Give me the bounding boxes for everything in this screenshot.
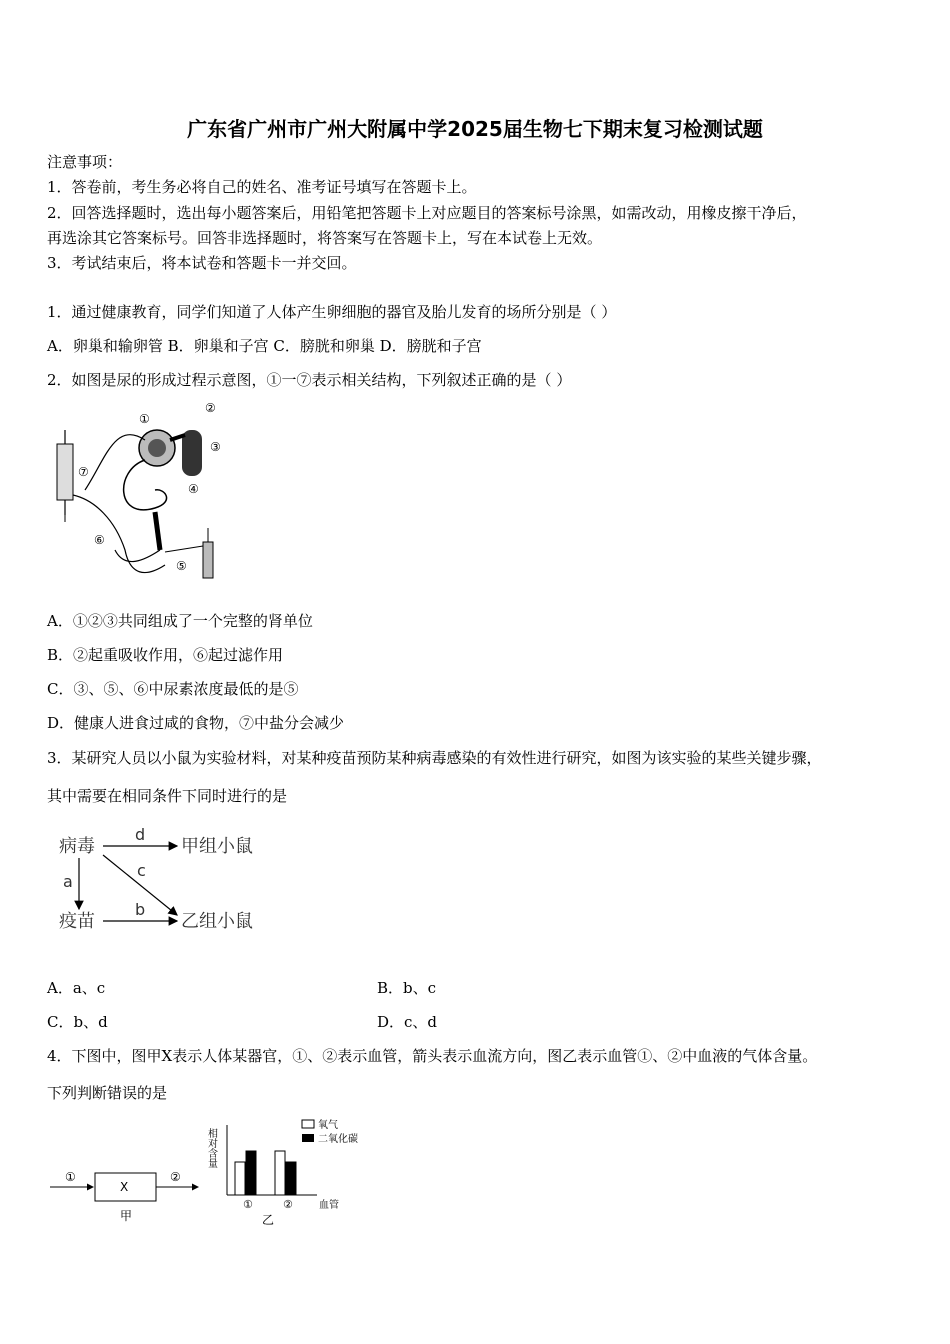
- fig-yi-caption: 乙: [262, 1213, 275, 1227]
- notice-item-2a: 2．回答选择题时，选出每小题答案后，用铅笔把答题卡上对应题目的答案标号涂黑，如需改动，用橡皮擦干净后，: [47, 204, 807, 222]
- legend-co2-swatch: [302, 1134, 314, 1142]
- label-6: ⑥: [94, 533, 105, 547]
- q3-stem-2: 其中需要在相同条件下同时进行的是: [47, 787, 288, 805]
- vessel-1-label: ①: [65, 1170, 76, 1184]
- q2-option-a: A．①②③共同组成了一个完整的肾单位: [47, 612, 313, 630]
- tube-5: [203, 542, 213, 578]
- chart-xlabel: 血管: [319, 1200, 339, 1211]
- virus-label: 病毒: [59, 836, 95, 857]
- arrow-d-label: d: [135, 825, 146, 844]
- q3-option-d: D．c、d: [377, 1013, 438, 1031]
- gas-content-chart: [205, 1115, 385, 1230]
- tube-6: [73, 495, 165, 573]
- label-1: ①: [139, 412, 150, 426]
- notice-item-2b: 再选涂其它答案标号。回答非选择题时，将答案写在答题卡上，写在本试卷上无效。: [47, 229, 603, 247]
- organ-x-label: X: [120, 1180, 129, 1194]
- loop: [155, 512, 160, 550]
- q4-stem-1: 4．下图中，图甲X表示人体某器官，①、②表示血管，箭头表示血流方向，图乙表示血管①、②中血液的气体含量。: [47, 1047, 818, 1065]
- label-7: ⑦: [78, 465, 89, 479]
- q2-option-d: D．健康人进食过咸的食物，⑦中盐分会减少: [47, 714, 345, 732]
- q3-stem-1: 3．某研究人员以小鼠为实验材料，对某种疫苗预防某种病毒感染的有效性进行研究，如图为该实验的某些关键步骤，: [47, 749, 822, 767]
- vessel-2-label: ②: [170, 1170, 181, 1184]
- legend-o2-swatch: [302, 1120, 314, 1128]
- vaccine-label: 疫苗: [59, 911, 95, 932]
- label-5: ⑤: [176, 559, 187, 573]
- glomerulus-core: [148, 439, 166, 457]
- q2-line: [165, 546, 203, 552]
- tubule: [124, 460, 167, 510]
- q2-option-c: C．③、⑤、⑥中尿素浓度最低的是⑤: [47, 680, 299, 698]
- arrow-a-label: a: [63, 872, 73, 891]
- loop: [115, 550, 160, 562]
- organ-x-diagram: [48, 1155, 208, 1225]
- q4-stem-2: 下列判断错误的是: [47, 1084, 168, 1102]
- chart-bars: [235, 1151, 296, 1195]
- nephron-diagram: [45, 400, 245, 585]
- bar-co2-2: [286, 1162, 296, 1195]
- chart-ylabel: 相对含量: [205, 1128, 217, 1168]
- q1-options: A．卵巢和输卵管 B．卵巢和子宫 C．膀胱和卵巢 D．膀胱和子宫: [47, 337, 482, 355]
- bar-co2-1: [246, 1151, 256, 1195]
- notice-item-1: 1．答卷前，考生务必将自己的姓名、准考证号填写在答题卡上。: [47, 178, 477, 196]
- label-3: ③: [210, 440, 221, 454]
- q3-option-a: A．a、c: [47, 979, 106, 997]
- group-b-label: 乙组小鼠: [181, 911, 253, 932]
- label-4: ④: [188, 482, 199, 496]
- legend-co2: 二氧化碳: [318, 1134, 358, 1145]
- fig-jia-caption: 甲: [120, 1209, 133, 1223]
- chart-tick-1: ①: [243, 1198, 253, 1211]
- q3-option-c: C．b、d: [47, 1013, 108, 1031]
- vaccine-flow-diagram: [55, 825, 275, 945]
- arrow-c-label: c: [137, 861, 146, 880]
- label-2: ②: [205, 401, 216, 415]
- arrow-b-label: b: [135, 900, 146, 919]
- bar-o2-1: [235, 1162, 245, 1195]
- tube-7: [57, 444, 73, 500]
- legend-o2: 氧气: [318, 1120, 338, 1131]
- group-a-label: 甲组小鼠: [181, 836, 253, 857]
- page-title: 广东省广州市广州大附属中学2025届生物七下期末复习检测试题: [187, 117, 763, 141]
- q1-stem: 1．通过健康教育，同学们知道了人体产生卵细胞的器官及胎儿发育的场所分别是（ ）: [47, 303, 617, 321]
- bar-o2-2: [275, 1151, 285, 1195]
- notice-item-3: 3．考试结束后，将本试卷和答题卡一并交回。: [47, 254, 357, 272]
- q3-option-b: B．b、c: [377, 979, 437, 997]
- q2-option-b: B．②起重吸收作用，⑥起过滤作用: [47, 646, 284, 664]
- notice-heading: 注意事项：: [47, 153, 123, 171]
- tubule: [85, 435, 145, 490]
- q2-stem: 2．如图是尿的形成过程示意图，①一⑦表示相关结构，下列叙述正确的是（ ）: [47, 371, 572, 389]
- chart-tick-2: ②: [283, 1198, 293, 1211]
